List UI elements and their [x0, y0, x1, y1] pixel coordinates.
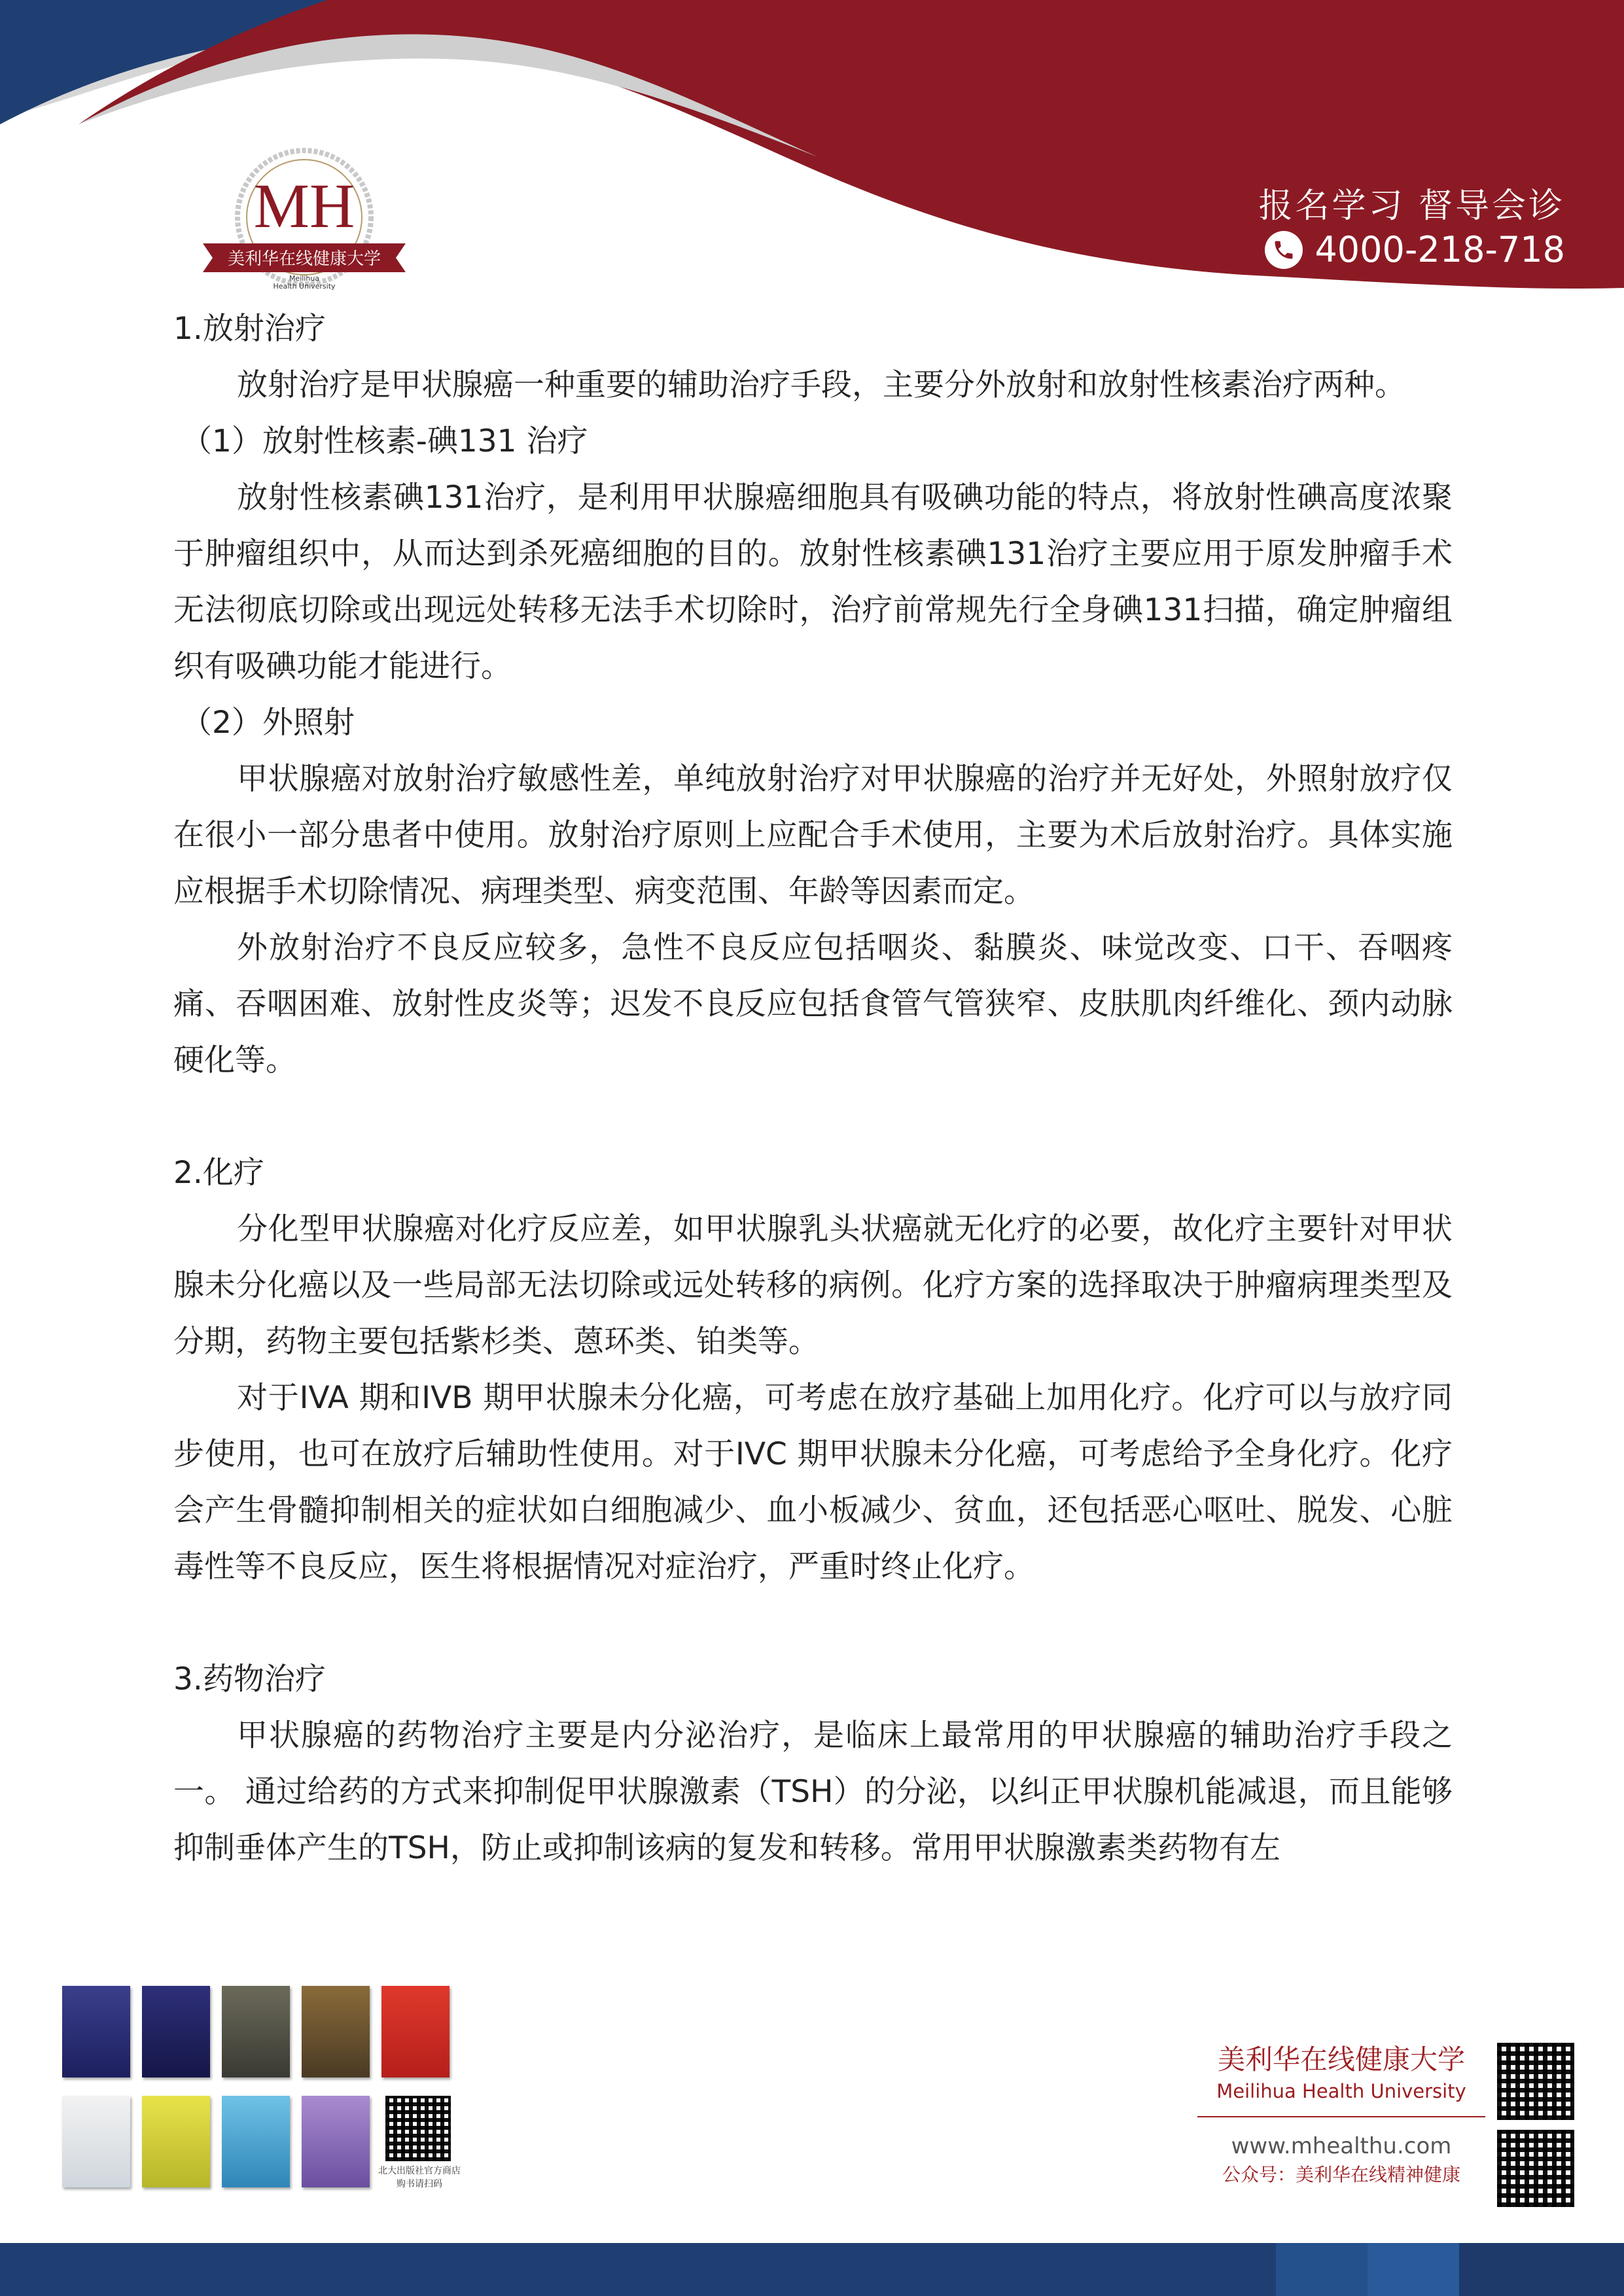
footer-wechat-account: 公众号：美利华在线精神健康: [1222, 2164, 1460, 2185]
section-1-subtitle-2: （2）外照射: [181, 705, 355, 741]
phone-icon: [1265, 231, 1303, 269]
book-cover-2[interactable]: [142, 1986, 210, 2077]
store-qr-code[interactable]: [385, 2096, 451, 2161]
phone-number: 4000-218-718: [1315, 229, 1565, 270]
header-slogan: 报名学习 督导会诊: [1258, 186, 1565, 226]
book-cover-6[interactable]: [62, 2096, 130, 2187]
section-3-title: 3.药物治疗: [173, 1661, 326, 1697]
book-cover-5[interactable]: [381, 1986, 450, 2077]
book-cover-9[interactable]: [302, 2096, 370, 2187]
store-qr-caption-2: 购书请扫码: [397, 2179, 442, 2189]
section-1-title: 1.放射治疗: [173, 311, 326, 347]
book-cover-4[interactable]: [302, 1986, 370, 2077]
section-2-title: 2.化疗: [173, 1155, 264, 1191]
footer-divider: [1197, 2116, 1485, 2117]
footer-bar: [0, 2243, 1624, 2296]
article-body: [173, 301, 1453, 1877]
store-qr-caption-1: 北大出版社官方商店: [378, 2166, 461, 2176]
section-1-paragraph-2: 放射性核素碘131治疗，是利用甲状腺癌细胞具有吸碘功能的特点，将放射性碘高度浓聚于肿瘤组织中，从而达到杀死癌细胞的目的。放射性核素碘131治疗主要应用于原发肿瘤手术无法彻底切除或出现远处转移无法手术切除时，治疗前常规先行全身碘131扫描，确定肿瘤组织有吸碘功能才能进行。: [173, 480, 1453, 684]
footer-qr-code-2[interactable]: [1497, 2130, 1574, 2207]
logo-en-name-2: Health University: [273, 282, 336, 291]
section-1-subtitle-1: （1）放射性核素-碘131 治疗: [181, 423, 588, 459]
logo-cn-name: 美利华在线健康大学: [227, 249, 381, 269]
book-cover-1[interactable]: [62, 1986, 130, 2077]
logo-en-name-1: Meilihua: [289, 274, 320, 283]
footer-qr-code-1[interactable]: [1497, 2043, 1574, 2120]
footer-university-info: [1197, 2041, 1485, 2188]
book-cover-3[interactable]: [222, 1986, 290, 2077]
section-2-paragraph-1: 分化型甲状腺癌对化疗反应差，如甲状腺乳头状癌就无化疗的必要，故化疗主要针对甲状腺未分化癌以及一些局部无法切除或远处转移的病例。化疗方案的选择取决于肿瘤病理类型及分期，药物主要包括紫杉类、蒽环类、铂类等。: [173, 1211, 1453, 1360]
logo-letters: MH: [253, 171, 355, 241]
section-2-paragraph-2: 对于IVA 期和IVB 期甲状腺未分化癌，可考虑在放疗基础上加用化疗。化疗可以与放疗同步使用，也可在放疗后辅助性使用。对于IVC 期甲状腺未分化癌，可考虑给予全身化疗。化疗会产生骨髓抑制相关的症状如白细胞减少、血小板减少、贫血，还包括恶心呕吐、脱发、心脏毒性等不良反应，医生将根据情况对症治疗，严重时终止化疗。: [173, 1380, 1453, 1585]
mh-logo: [196, 145, 412, 291]
book-cover-8[interactable]: [222, 2096, 290, 2187]
footer-website-link[interactable]: www.mhealthu.com: [1231, 2133, 1452, 2159]
footer-university-en: Meilihua Health University: [1216, 2080, 1466, 2102]
section-1-paragraph-1: 放射治疗是甲状腺癌一种重要的辅助治疗手段，主要分外放射和放射性核素治疗两种。: [237, 367, 1405, 403]
footer-university-cn: 美利华在线健康大学: [1217, 2043, 1465, 2075]
book-thumbnails: [62, 1986, 468, 2195]
section-1-paragraph-3: 甲状腺癌对放射治疗敏感性差，单纯放射治疗对甲状腺癌的治疗并无好处，外照射放疗仅在很小一部分患者中使用。放射治疗原则上应配合手术使用，主要为术后放射治疗。具体实施应根据手术切除情况、病理类型、病变范围、年龄等因素而定。: [173, 761, 1453, 910]
section-1-paragraph-4: 外放射治疗不良反应较多，急性不良反应包括咽炎、黏膜炎、味觉改变、口干、吞咽疼痛、吞咽困难、放射性皮炎等；迟发不良反应包括食管气管狭窄、皮肤肌肉纤维化、颈内动脉硬化等。: [173, 930, 1453, 1078]
book-cover-7[interactable]: [142, 2096, 210, 2187]
section-3-paragraph-1: 甲状腺癌的药物治疗主要是内分泌治疗，是临床上最常用的甲状腺癌的辅助治疗手段之一。 通过给药的方式来抑制促甲状腺激素（TSH）的分泌，以纠正甲状腺机能减退，而且能够抑制垂体产生的TSH，防止或抑制该病的复发和转移。常用甲状腺激素类药物有左: [173, 1718, 1453, 1866]
header-phone[interactable]: [1265, 229, 1565, 270]
